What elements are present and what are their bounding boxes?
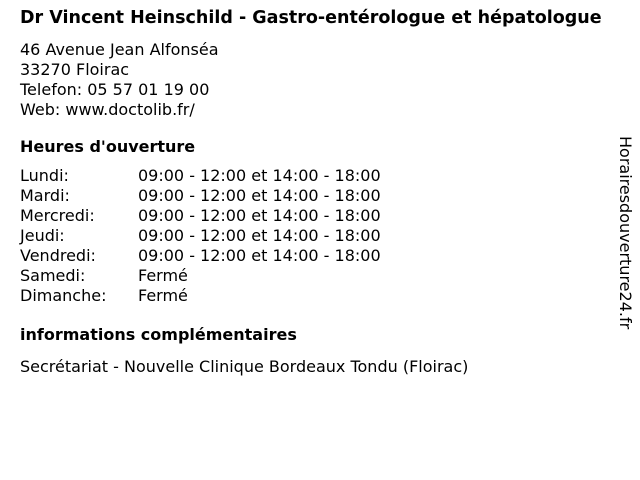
day-label: Samedi: <box>20 266 86 285</box>
contact-block <box>20 40 605 120</box>
day-time: 09:00 - 12:00 et 14:00 - 18:00 <box>138 226 381 245</box>
hours-heading: Heures d'ouverture <box>20 137 196 156</box>
day-time: Fermé <box>138 286 188 305</box>
address-city: 33270 Floirac <box>20 60 130 79</box>
day-time: 09:00 - 12:00 et 14:00 - 18:00 <box>138 246 381 265</box>
hours-row-wednesday <box>20 206 605 226</box>
day-label: Vendredi: <box>20 246 96 265</box>
hours-row-tuesday <box>20 186 605 206</box>
hours-row-friday <box>20 246 605 266</box>
address-street: 46 Avenue Jean Alfonséa <box>20 40 219 59</box>
day-label: Dimanche: <box>20 286 107 305</box>
info-heading: informations complémentaires <box>20 325 297 344</box>
info-text: Secrétariat - Nouvelle Clinique Bordeaux Tondu (Floirac) <box>20 357 469 376</box>
day-label: Lundi: <box>20 166 69 185</box>
day-label: Jeudi: <box>20 226 65 245</box>
day-time: 09:00 - 12:00 et 14:00 - 18:00 <box>138 206 381 225</box>
main-content <box>20 8 605 377</box>
hours-row-sunday <box>20 286 605 306</box>
hours-row-monday <box>20 166 605 186</box>
day-label: Mardi: <box>20 186 70 205</box>
day-time: Fermé <box>138 266 188 285</box>
day-time: 09:00 - 12:00 et 14:00 - 18:00 <box>138 186 381 205</box>
day-time: 09:00 - 12:00 et 14:00 - 18:00 <box>138 166 381 185</box>
hours-row-saturday <box>20 266 605 286</box>
site-watermark: Horairesdouverture24.fr <box>616 136 635 330</box>
website-link: Web: www.doctolib.fr/ <box>20 100 195 119</box>
hours-table <box>20 166 605 306</box>
phone-number: Telefon: 05 57 01 19 00 <box>20 80 210 99</box>
page-title: Dr Vincent Heinschild - Gastro-entérologue et hépatologue <box>20 8 602 28</box>
day-label: Mercredi: <box>20 206 95 225</box>
hours-row-thursday <box>20 226 605 246</box>
